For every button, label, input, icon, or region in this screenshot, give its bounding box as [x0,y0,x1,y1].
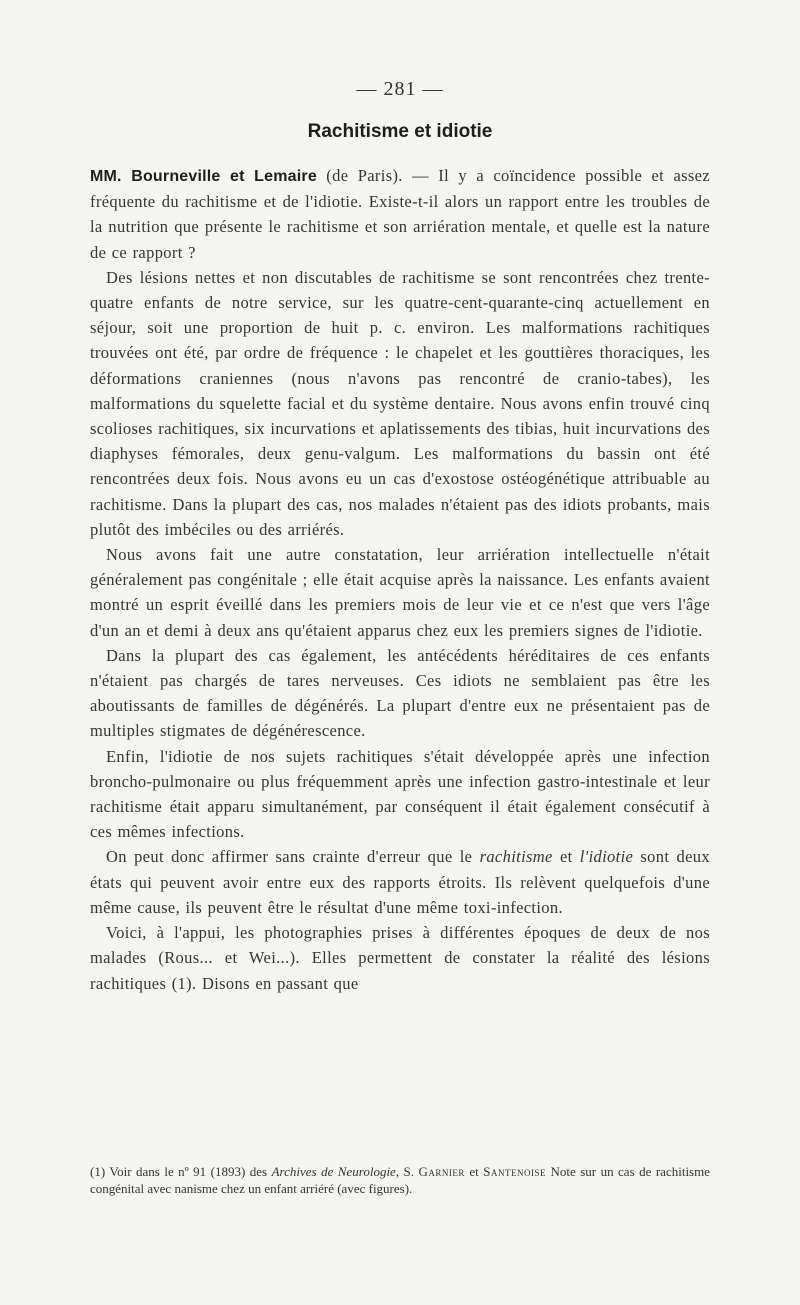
emphasis-rachitisme: rachitisme [479,847,553,867]
footnote-text-d: Note sur un cas de rachitisme congénital avec nanisme chez un enfant arriéré (avec figures). [90,1164,710,1196]
paragraph-1 [90,163,710,265]
footnote-text-b: S. [399,1164,419,1179]
paragraph-3: Nous avons fait une autre constatation, leur arriération intellectuelle n'était généralement pas congénitale ; elle était acquise après la naissance. Les enfants avaient montré un esprit éveillé dans les premiers mois de leur vie et ce n'est que vers l'âge d'un an et demi à deux ans qu'étaient apparus chez eux les premiers signes de l'idiotie. [90,545,710,640]
footnote-author-1: Garnier [418,1164,465,1179]
paragraph-6-text-c: sont deux états qui peuvent avoir entre eux des rapports étroits. Ils relèvent quelquefois d'une même cause, ils peuvent être le résultat d'une même toxi-infection. [90,847,710,917]
paragraph-7: Voici, à l'appui, les photographies prises à différentes époques de deux de nos malades (Rous... et Wei...). Elles permettent de constater la réalité des lésions rachitiques (1). Disons en passant que [90,923,710,993]
footnote [90,1164,710,1197]
paragraph-5: Enfin, l'idiotie de nos sujets rachitiques s'était développée après une infection broncho-pulmonaire ou plus fréquemment après une infection gastro-intestinale et leur rachitisme était apparu simultanément, par conséquent il était également consécutif à ces mêmes infections. [90,746,710,842]
emphasis-idiotie: l'idiotie [579,847,634,867]
page-content [90,78,710,996]
article-title: Rachitisme et idiotie [307,121,493,142]
footnote-journal: Archives de Neurologie, [271,1164,400,1179]
authors: MM. Bourneville et Lemaire [90,168,317,185]
footnote-text-c: et [464,1164,484,1179]
paragraph-6-text-a: On peut donc affirmer sans crainte d'erreur que le [106,847,480,867]
footnote-author-2: Santenoise [483,1164,546,1179]
paragraph-6 [90,844,710,920]
paragraph-6-text-b: et [552,847,580,867]
footnote-text-a: (1) Voir dans le nº 91 (1893) des [90,1164,272,1179]
paragraph-2: Des lésions nettes et non discutables de rachitisme se sont rencontrées chez trente-quatre enfants de notre service, sur les quatre-cent-quarante-cinq actuellement en séjour, soit une proportion de huit p. c. environ. Les malformations rachitiques trouvées ont été, par ordre de fréquence : le chapelet et les gouttières thoraciques, les déformations craniennes (nous n'avons pas rencontré de cranio-tabes), les malformations du squelette facial et du système dentaire. Nous avons enfin trouvé cinq scolioses rachitiques, six incurvations et aplatissements des tibias, huit incurvations des diaphyses fémorales, deux genu-valgum. Les malformations du bassin ont été rencontrées deux fois. Nous avons eu un cas d'exostose ostéogénétique attribuable au rachitisme. Dans la plupart des cas, nos malades n'étaient pas des idiots probants, mais plutôt des imbéciles ou des arriérés. [90,267,710,539]
paragraph-4: Dans la plupart des cas également, les antécédents héréditaires de ces enfants n'étaient pas chargés de tares nerveuses. Ces idiots ne semblaient pas être les aboutissants de familles de dégénérés. La plupart d'entre eux ne présentaient pas de multiples stigmates de dégénérescence. [90,645,710,741]
page-number: — 281 — [356,78,444,100]
paragraph-1-text: (de Paris). — Il y a coïncidence possible et assez fréquente du rachitisme et de l'idiotie. Existe-t-il alors un rapport entre les troubles de la nutrition que présente le rachitisme et son arriération mentale, et quelle est la nature de ce rapport ? [90,166,711,262]
article-body [90,163,710,996]
